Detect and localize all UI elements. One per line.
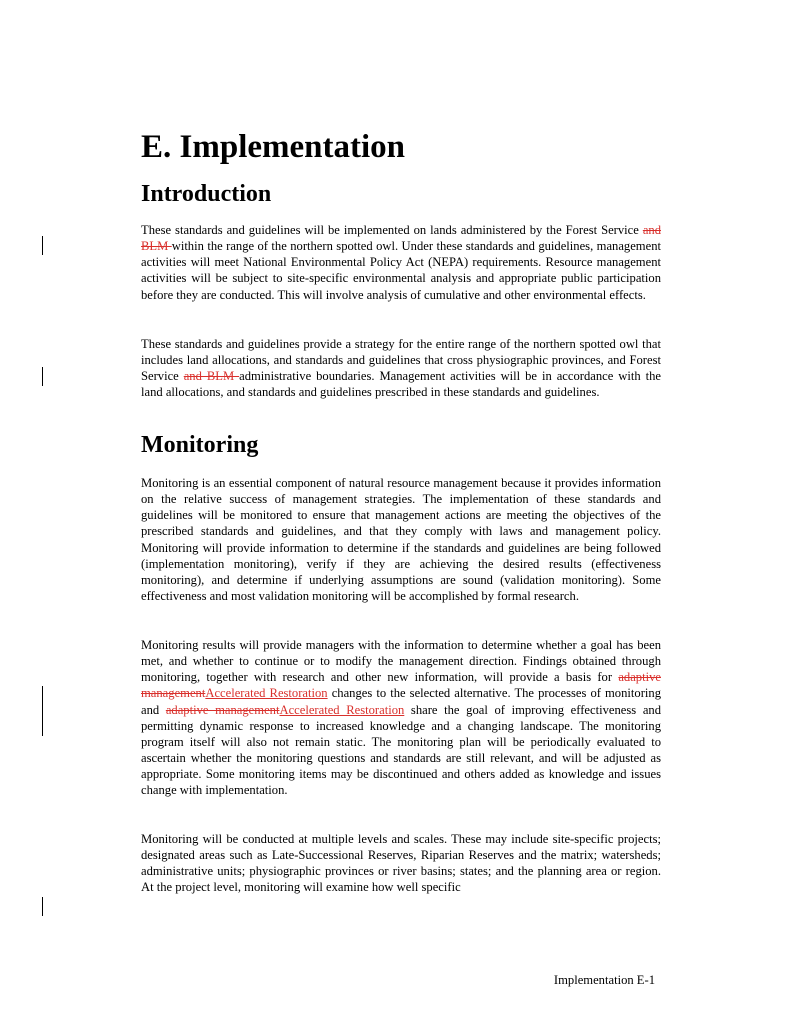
change-bar: [42, 236, 43, 255]
text-run: These standards and guidelines will be implemented on lands administered by the Forest Service: [141, 223, 643, 237]
text-run: Monitoring will be conducted at multiple levels and scales. These may include site-specific projects; designated areas such as Late-Successional Reserves, Riparian Reserves and the matrix; watersheds; administrative units; physiographic provinces or river basins; states; and the planning area or region. At the project level, monitoring will examine how well specific: [141, 832, 661, 895]
text-run: within the range of the northern spotted owl. Under these standards and guidelines, management activities will meet National Environmental Policy Act (NEPA) requirements. Resource management activities will be subject to site-specific environmental analysis and appropriate public participation before they are conducted. This will involve analysis of cumulative and other environmental effects.: [141, 239, 661, 302]
inserted-text: Accelerated Restoration: [279, 702, 405, 717]
change-bar: [42, 897, 43, 916]
deleted-text: and BLM: [183, 369, 240, 384]
text-run: administrative boundaries. Management activities will be in accordance with the land allocations, and standards and guidelines prescribed in these standards and guidelines.: [141, 369, 661, 400]
deleted-text: and BLM: [141, 223, 661, 254]
text-run: These standards and guidelines provide a strategy for the entire range of the northern spotted owl that includes land allocations, and standards and guidelines that cross physiographic provinces, and Forest Service: [141, 337, 661, 384]
monitoring-paragraph-3: [141, 831, 661, 896]
page-footer: Implementation E-1: [553, 973, 655, 987]
text-run: Monitoring results will provide managers with the information to determine whether a goal has been met, and whether to continue or to modify the management direction. Findings obtained through monitoring, together with research and other new information, will provide a basis for: [141, 638, 661, 685]
page-title: E. Implementation: [141, 129, 405, 165]
change-bar: [42, 367, 43, 386]
deleted-text: adaptive management: [141, 670, 661, 701]
deleted-text: adaptive management: [165, 702, 280, 717]
text-run: share the goal of improving effectiveness and permitting dynamic response to increased knowledge and a changing landscape. The monitoring program itself will also not remain static. The monitoring plan will be periodically evaluated to ascertain whether the monitoring questions and standards are still relevant, and will be adjusted as appropriate. Some monitoring items may be discontinued and others added as knowledge and issues change with implementation.: [141, 702, 662, 798]
introduction-heading: Introduction: [141, 181, 272, 207]
introduction-paragraph-2: [141, 336, 661, 401]
text-run: changes to the selected alternative. The processes of monitoring and: [141, 686, 661, 717]
monitoring-paragraph-2: [141, 637, 661, 799]
monitoring-paragraph-1: Monitoring is an essential component of natural resource management because it provides information on the relative success of management strategies. The implementation of these standards and guidelines will be monitored to ensure that management actions are meeting the objectives of the prescribed standards and guidelines, and that they comply with laws and management policy. Monitoring will provide information to determine if the standards and guidelines are being followed (implementation monitoring), verify if they are achieving the desired results (effectiveness monitoring), and determine if underlying assumptions are sound (validation monitoring). Some effectiveness and most validation monitoring will be accomplished by formal research.: [141, 476, 661, 604]
introduction-paragraph-1: [141, 222, 661, 303]
change-bar: [42, 686, 43, 736]
inserted-text: Accelerated Restoration: [205, 686, 328, 701]
monitoring-heading: Monitoring: [141, 432, 259, 458]
